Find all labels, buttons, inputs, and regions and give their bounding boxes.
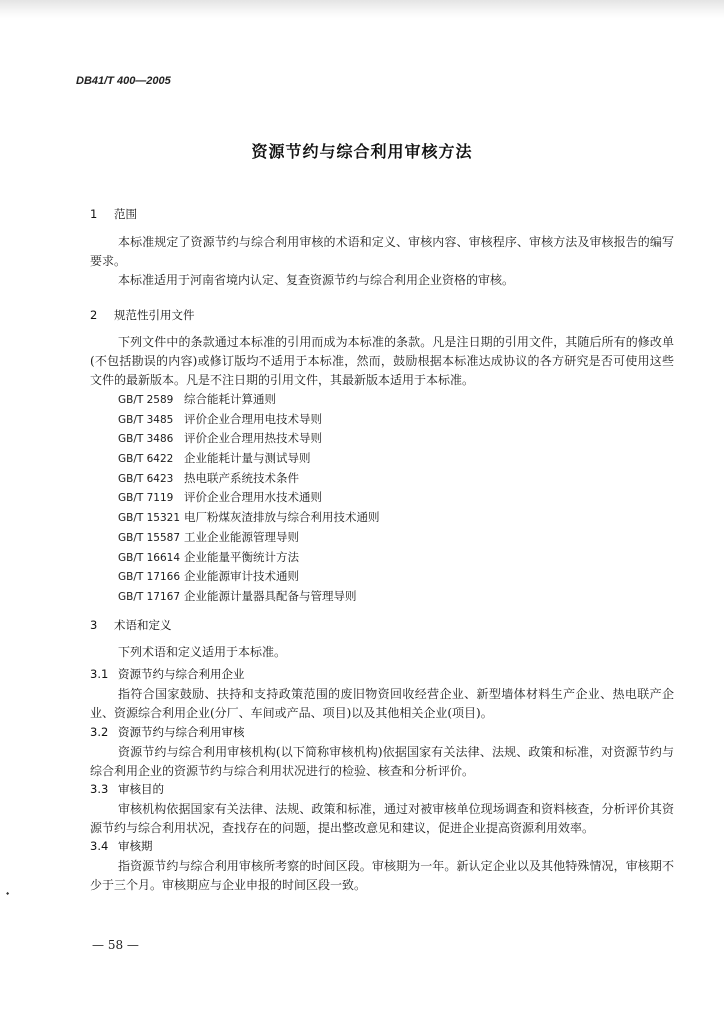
page-number: — 58 — <box>92 938 139 952</box>
section-2-heading <box>90 307 195 323</box>
normative-reference-list <box>118 390 380 607</box>
reference-title: 企业能量平衡统计方法 <box>184 549 299 564</box>
term-3-2-heading <box>90 724 245 740</box>
term-3-1-definition: 指符合国家鼓励、扶持和支持政策范围的废旧物资回收经营企业、新型墙体材料生产企业、热电联产企业、资源综合利用企业(分厂、车间或产品、项目)以及其他相关企业(项目)。 <box>90 687 674 720</box>
reference-item <box>118 508 380 528</box>
reference-title: 企业能耗计量与测试导则 <box>184 451 311 466</box>
term-number: 3.1 <box>90 667 109 681</box>
reference-item <box>118 528 380 548</box>
reference-code: GB/T 15321 <box>118 512 181 525</box>
section-3-heading <box>90 617 172 633</box>
reference-title: 热电联产系统技术条件 <box>184 470 299 485</box>
reference-item <box>118 567 380 587</box>
reference-title: 综合能耗计算通则 <box>184 392 276 406</box>
section-1-paragraph-1: 本标准规定了资源节约与综合利用审核的术语和定义、审核内容、审核程序、审核方法及审核报告的编写要求。 <box>90 235 674 268</box>
reference-title: 企业能源计量器具配备与管理导则 <box>184 588 357 603</box>
term-3-2-definition: 资源节约与综合利用审核机构(以下简称审核机构)依据国家有关法律、法规、政策和标准，对资源节约与综合利用企业的资源节约与综合利用状况进行的检验、核查和分析评价。 <box>90 745 674 778</box>
section-2-paragraph: 下列文件中的条款通过本标准的引用而成为本标准的条款。凡是注日期的引用文件，其随后所有的修改单(不包括勘误的内容)或修订版均不适用于本标准，然而，鼓励根据本标准达成协议的各方研究是否可使用这些文件的最新版本。凡是不注日期的引用文件，其最新版本适用于本标准。 <box>90 335 674 387</box>
margin-mark: ⬩ <box>6 889 10 899</box>
reference-code: GB/T 15587 <box>118 531 181 544</box>
reference-title: 评价企业合理用电技术导则 <box>184 411 322 426</box>
section-1-paragraph-2: 本标准适用于河南省境内认定、复查资源节约与综合利用企业资格的审核。 <box>118 273 515 287</box>
reference-code: GB/T 6422 <box>118 453 174 466</box>
standard-code: DB41/T 400—2005 <box>76 75 171 87</box>
reference-code: GB/T 16614 <box>118 551 181 564</box>
term-number: 3.3 <box>90 782 109 796</box>
term-3-1-heading <box>90 666 245 682</box>
term-3-4-heading <box>90 838 153 854</box>
reference-code: GB/T 17167 <box>118 590 181 603</box>
term-number: 3.2 <box>90 725 109 739</box>
reference-title: 评价企业合理用水技术通则 <box>184 490 322 505</box>
term-name: 资源节约与综合利用审核 <box>118 725 245 739</box>
section-title: 范围 <box>114 207 137 221</box>
section-3-intro: 下列术语和定义适用于本标准。 <box>118 645 287 659</box>
reference-code: GB/T 3485 <box>118 413 174 426</box>
reference-title: 评价企业合理用热技术导则 <box>184 431 322 446</box>
reference-item <box>118 488 380 508</box>
reference-title: 电厂粉煤灰渣排放与综合利用技术通则 <box>184 510 380 525</box>
term-3-4-definition: 指资源节约与综合利用审核所考察的时间区段。审核期为一年。新认定企业以及其他特殊情况，审核期不少于三个月。审核期应与企业申报的时间区段一致。 <box>90 859 674 892</box>
section-1-heading <box>90 206 137 222</box>
section-title: 术语和定义 <box>114 618 172 632</box>
reference-item <box>118 469 380 489</box>
reference-code: GB/T 6423 <box>118 472 174 485</box>
term-number: 3.4 <box>90 839 109 853</box>
reference-item <box>118 548 380 568</box>
reference-item <box>118 390 380 410</box>
reference-item <box>118 429 380 449</box>
section-number: 3 <box>90 618 98 632</box>
reference-item <box>118 410 380 430</box>
reference-code: GB/T 2589 <box>118 394 174 406</box>
term-name: 审核目的 <box>118 782 164 796</box>
reference-title: 工业企业能源管理导则 <box>184 529 299 544</box>
section-number: 1 <box>90 207 98 221</box>
scan-artifact <box>0 0 724 18</box>
section-number: 2 <box>90 308 98 322</box>
reference-code: GB/T 3486 <box>118 433 174 446</box>
reference-item <box>118 587 380 607</box>
reference-code: GB/T 7119 <box>118 492 174 505</box>
reference-item <box>118 449 380 469</box>
term-name: 审核期 <box>118 839 153 853</box>
term-name: 资源节约与综合利用企业 <box>118 667 245 681</box>
term-3-3-heading <box>90 781 164 797</box>
section-title: 规范性引用文件 <box>114 308 195 322</box>
reference-code: GB/T 17166 <box>118 571 181 584</box>
reference-title: 企业能源审计技术通则 <box>184 569 299 584</box>
document-title: 资源节约与综合利用审核方法 <box>251 142 473 161</box>
term-3-3-definition: 审核机构依据国家有关法律、法规、政策和标准，通过对被审核单位现场调查和资料核查，分析评价其资源节约与综合利用状况，查找存在的问题，提出整改意见和建议，促进企业提高资源利用效率。 <box>90 802 674 835</box>
